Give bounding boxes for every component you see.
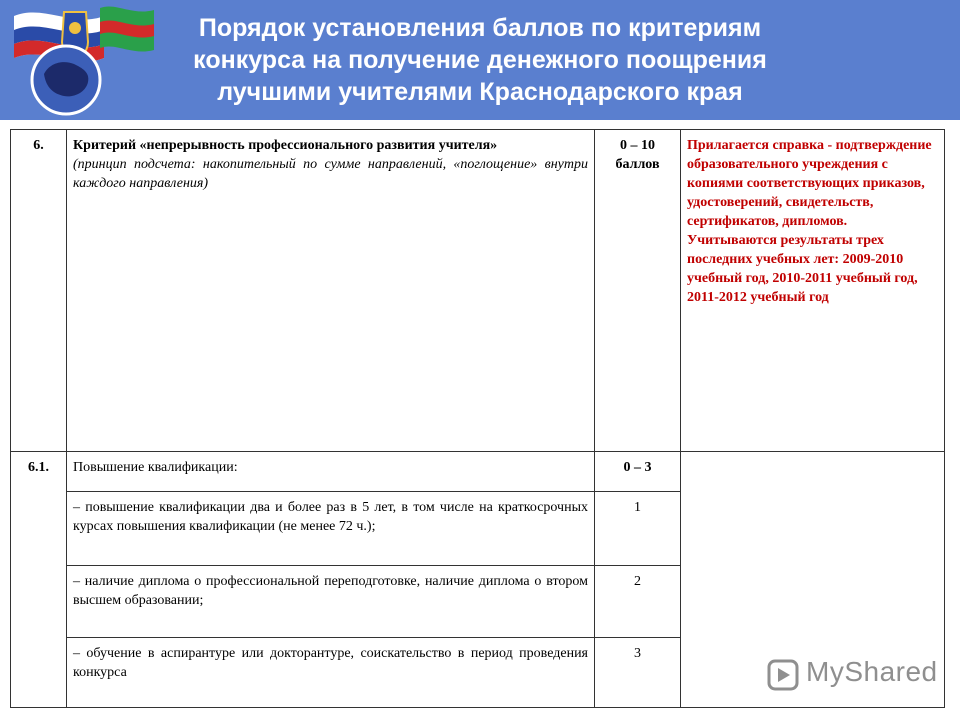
table-row	[11, 452, 945, 492]
criterion-title: Критерий «непрерывность профессионального развития учителя»	[73, 138, 498, 153]
note-cell: Прилагается справка - подтверждение образовательного учреждения с копиями соответствующих приказов, удостоверений, свидетельств, сертификатов, дипломов. Учитываются результаты трех последних учебных лет: 2009-2010 учебный год, 2010-2011 учебный год, 2011-2012 учебный год	[681, 130, 945, 452]
criteria-table	[10, 129, 945, 708]
title-line-3: лучшими учителями Краснодарского края	[217, 78, 743, 106]
header-banner	[0, 0, 960, 120]
item-text: – обучение в аспирантуре или докторантуре, соискательство в период проведения конкурса	[67, 638, 595, 708]
title-line-1: Порядок установления баллов по критериям	[198, 14, 762, 42]
item-score: 2	[595, 566, 681, 638]
table-row	[11, 130, 945, 452]
subcriterion-title: Повышение квалификации:	[67, 452, 595, 492]
item-score: 3	[595, 638, 681, 708]
emblem-icon	[4, 2, 164, 118]
watermark-text: MyShared	[806, 656, 938, 687]
myshared-watermark	[766, 652, 936, 696]
criterion-cell	[67, 130, 595, 452]
criterion-note: (принцип подсчета: накопительный по сумме направлений, «поглощение» внутри каждого направления)	[73, 157, 588, 191]
item-text: – повышение квалификации два и более раз в 5 лет, в том числе на краткосрочных курсах повышения квалификации (не менее 72 ч.);	[67, 492, 595, 566]
row-number: 6.1.	[11, 452, 67, 708]
item-score: 1	[595, 492, 681, 566]
score-cell: 0 – 10 баллов	[595, 130, 681, 452]
title-line-2: конкурса на получение денежного поощрения	[193, 46, 767, 74]
row-number: 6.	[11, 130, 67, 452]
score-cell: 0 – 3	[595, 452, 681, 492]
myshared-logo-icon	[766, 658, 800, 692]
page-title	[150, 12, 810, 108]
item-text: – наличие диплома о профессиональной переподготовке, наличие диплома о втором высшем образовании;	[67, 566, 595, 638]
